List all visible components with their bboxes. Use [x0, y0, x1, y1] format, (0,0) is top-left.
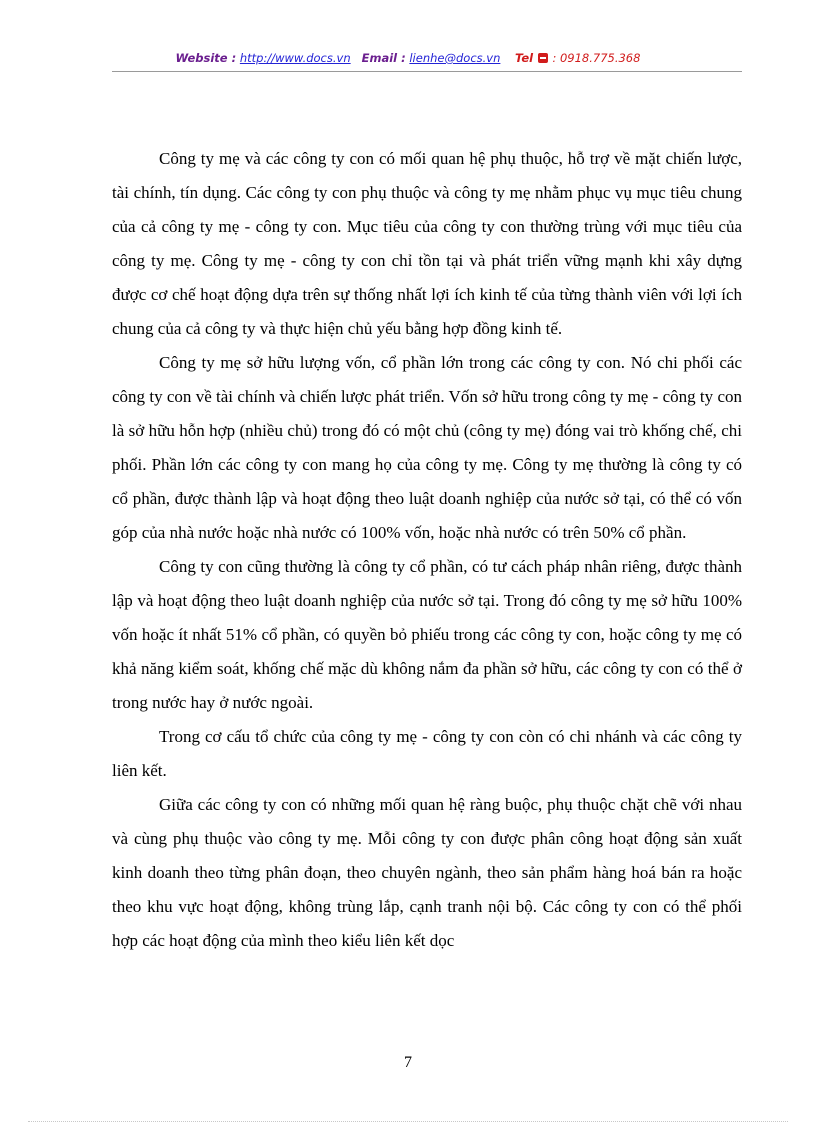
paragraph-2: Công ty mẹ sở hữu lượng vốn, cổ phần lớn trong các công ty con. Nó chi phối các công ty con về tài chính và chiến lược phát triển. Vốn sở hữu trong công ty mẹ - công ty con là sở hữu hỗn hợp (nhiều chủ) trong đó có một chủ (công ty mẹ) đóng vai trò khống chế, chi phối. Phần lớn các công ty con mang họ của công ty mẹ. Công ty mẹ thường là công ty có cổ phần, được thành lập và hoạt động theo luật doanh nghiệp của nước sở tại, có thể có vốn góp của nhà nước hoặc nhà nước có 100% vốn, hoặc nhà nước có trên 50% cổ phần. [112, 353, 742, 542]
header-divider [112, 71, 742, 72]
website-label: Website : [175, 51, 237, 65]
paragraph-1: Công ty mẹ và các công ty con có mối quan hệ phụ thuộc, hỗ trợ về mặt chiến lược, tài chính, tín dụng. Các công ty con phụ thuộc và công ty mẹ nhằm phục vụ mục tiêu chung của cả công ty mẹ - công ty con. Mục tiêu của công ty con thường trùng với mục tiêu của công ty mẹ. Công ty mẹ - công ty con chỉ tồn tại và phát triển vững mạnh khi xây dựng được cơ chế hoạt động dựa trên sự thống nhất lợi ích kinh tế của từng thành viên với lợi ích chung của cả công ty và thực hiện chủ yếu bằng hợp đồng kinh tế. [112, 149, 742, 338]
phone-icon [538, 53, 548, 63]
document-body [112, 142, 742, 958]
website-link[interactable]: http://www.docs.vn [239, 51, 351, 65]
tel-label: Tel [515, 51, 534, 65]
page-header [0, 51, 816, 65]
tel-value: : 0918.775.368 [552, 51, 641, 65]
paragraph-4: Trong cơ cấu tổ chức của công ty mẹ - công ty con còn có chi nhánh và các công ty liên kết. [112, 727, 742, 780]
email-label: Email : [361, 51, 406, 65]
page-number: 7 [404, 1054, 412, 1071]
paragraph-5: Giữa các công ty con có những mối quan hệ ràng buộc, phụ thuộc chặt chẽ với nhau và cùng phụ thuộc vào công ty mẹ. Mỗi công ty con được phân công hoạt động sản xuất kinh doanh theo từng phân đoạn, theo chuyên ngành, theo sản phẩm hàng hoá bán ra hoặc theo khu vực hoạt động, không trùng lắp, cạnh tranh nội bộ. Các công ty con có thể phối hợp các hoạt động của mình theo kiểu liên kết dọc [112, 795, 742, 950]
page-bottom-border [28, 1121, 788, 1122]
paragraph-3: Công ty con cũng thường là công ty cổ phần, có tư cách pháp nhân riêng, được thành lập và hoạt động theo luật doanh nghiệp của nước sở tại. Trong đó công ty mẹ sở hữu 100% vốn hoặc ít nhất 51% cổ phần, có quyền bỏ phiếu trong các công ty con, hoặc công ty mẹ có khả năng kiểm soát, khống chế mặc dù không nắm đa phần sở hữu, các công ty con có thể ở trong nước hay ở nước ngoài. [112, 557, 742, 712]
email-link[interactable]: lienhe@docs.vn [409, 51, 501, 65]
